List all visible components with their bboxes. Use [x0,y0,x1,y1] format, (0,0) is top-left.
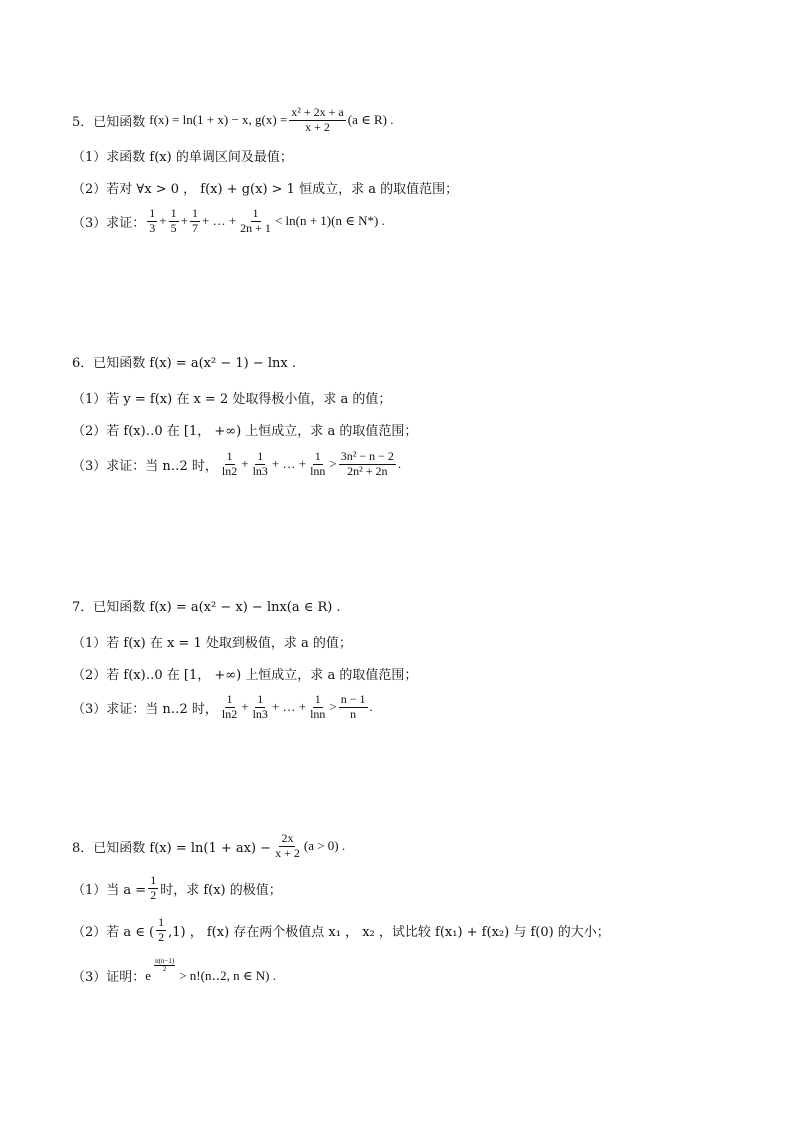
problem-number: 5． [72,114,94,130]
fraction-numerator: 1 [257,692,264,706]
problem-7-part-1 [72,632,352,651]
part-label: （2） [72,924,107,940]
period: . [397,456,402,472]
fraction [220,450,239,479]
plus-sign: + [180,213,188,229]
fraction-numerator: 2x [281,831,294,845]
fraction-numerator: 1 [170,206,177,220]
fraction-denominator: 3 [149,220,156,235]
fraction-denominator: 2 [158,929,165,944]
fraction-numerator: 1 [314,692,321,706]
part-text: 求证：当 n‥2 时， [106,458,218,474]
part-math: > n!(n‥2, n ∈ N) . [179,967,276,983]
part-label: （3） [72,701,107,717]
fraction-numerator: 1 [191,206,198,220]
problem-number: 8． [72,840,94,856]
problem-6-stem [72,352,296,371]
part-text: 证明： [106,970,146,985]
exponential [145,956,175,984]
fraction-denominator: 2n + 1 [240,220,271,235]
problem-number: 6． [72,356,94,371]
fraction-denominator: x + 2 [305,119,330,134]
fraction [169,207,179,236]
ellipsis-sum: + … + [271,456,307,472]
part-text: 若对 ∀x > 0 ， f(x) + g(x) > 1 恒成立，求 a 的取值范围； [106,182,459,197]
fraction-denominator: 2n² + 2n [347,463,388,478]
part-text: 若 a ∈ ( [106,924,155,940]
part-label: （3） [72,970,107,985]
fraction-numerator: 3n² − n − 2 [340,449,394,463]
part-math: < ln(n + 1)(n ∈ N*) . [274,213,385,229]
fraction [220,693,239,722]
fraction-numerator: 1 [150,873,157,887]
fraction-numerator: n − 1 [340,692,366,706]
part-text: 求证： [106,215,146,231]
fraction-denominator: ln3 [252,706,268,721]
part-text: 求函数 f(x) 的单调区间及最值； [106,150,293,165]
stem-fraction [289,106,345,135]
fraction-numerator: 1 [226,692,233,706]
part-label: （3） [72,215,107,231]
part-text: 求证：当 n‥2 时， [106,701,218,717]
part-text: 若 f(x) 在 x = 1 处取到极值，求 a 的值； [106,636,352,651]
period: . [369,699,373,715]
fraction-numerator: 1 [252,206,259,220]
problem-5-part-3 [72,207,385,236]
stem-text: 已知函数 [93,114,146,130]
problem-6-part-1 [72,388,391,407]
fraction [339,450,396,479]
fraction-numerator: 1 [257,449,264,463]
fraction [148,874,158,903]
fraction [147,207,157,236]
exp-base: e [145,967,152,983]
fraction-denominator: lnn [310,463,326,478]
fraction-denominator: 2 [162,965,167,974]
stem-math: (a ∈ R) . [347,112,394,128]
part-label: （3） [72,458,107,474]
relation-sign: > [329,456,337,472]
fraction [251,450,270,479]
part-label: （2） [72,668,107,683]
exp-superscript-fraction [154,958,175,974]
plus-sign: + [241,699,249,715]
fraction-denominator: 2 [150,887,157,902]
stem-text: 已知函数 f(x) = a(x² − 1) − lnx . [93,356,297,371]
ellipsis-sum: + … + [271,699,307,715]
part-label: （2） [72,424,107,439]
stem-math: f(x) = ln(1 + x) − x, g(x) = [149,112,288,128]
stem-math: (a > 0) . [303,838,346,854]
plus-sign: + [159,213,167,229]
problem-7-part-2 [72,664,417,683]
stem-fraction [273,832,302,861]
part-label: （1） [72,882,107,898]
problem-5-part-2 [72,178,458,197]
ellipsis-sum: + … + [201,213,237,229]
fraction-numerator: 1 [149,206,156,220]
fraction-denominator: lnn [310,706,326,721]
fraction-denominator: ln2 [221,463,238,478]
fraction-numerator: n(n−1) [155,956,175,965]
part-text: ,1) ， f(x) 存在两个极值点 x₁ ， x₂ ，试比较 f(x₁) + f(x₂) 与 f(0) 的大小； [168,924,610,940]
fraction [308,693,327,722]
part-text: 时，求 f(x) 的极值； [160,882,282,898]
problem-7-stem [72,596,341,615]
relation-sign: > [329,699,337,715]
fraction-denominator: x + 2 [275,845,300,860]
part-label: （2） [72,182,107,197]
problem-6-part-3 [72,450,401,479]
problem-number: 7． [72,600,94,615]
fraction [238,207,273,236]
fraction [251,693,270,722]
part-label: （1） [72,150,107,165]
fraction-denominator: n [350,706,357,721]
part-text: 若 f(x)‥0 在 [1， +∞) 上恒成立，求 a 的取值范围； [106,424,418,439]
problem-6-part-2 [72,420,417,439]
problem-8-part-2 [72,916,610,945]
stem-text: 已知函数 f(x) = a(x² − x) − lnx(a ∈ R) . [93,600,341,615]
part-label: （1） [72,392,107,407]
problem-5-part-1 [72,146,293,165]
problem-8-part-1 [72,874,282,903]
fraction-numerator: x² + 2x + a [291,105,344,119]
fraction [156,916,166,945]
fraction-denominator: 5 [170,220,177,235]
problem-8-part-3 [72,956,276,985]
fraction-numerator: 1 [226,449,233,463]
fraction-numerator: 1 [314,449,321,463]
fraction-denominator: 7 [191,220,198,235]
fraction [190,207,200,236]
fraction-numerator: 1 [158,915,165,929]
problem-7-part-3 [72,693,373,722]
fraction [308,450,327,479]
part-text: 若 f(x)‥0 在 [1， +∞) 上恒成立，求 a 的取值范围； [106,668,418,683]
fraction-denominator: ln3 [252,463,268,478]
part-text: 当 a = [106,882,147,898]
fraction-denominator: ln2 [221,706,238,721]
fraction [339,693,368,722]
problem-5-stem [72,106,394,135]
plus-sign: + [241,456,249,472]
problem-8-stem [72,832,345,861]
part-label: （1） [72,636,107,651]
part-text: 若 y = f(x) 在 x = 2 处取得极小值，求 a 的值； [106,392,392,407]
stem-text: 已知函数 f(x) = ln(1 + ax) − [93,840,272,856]
